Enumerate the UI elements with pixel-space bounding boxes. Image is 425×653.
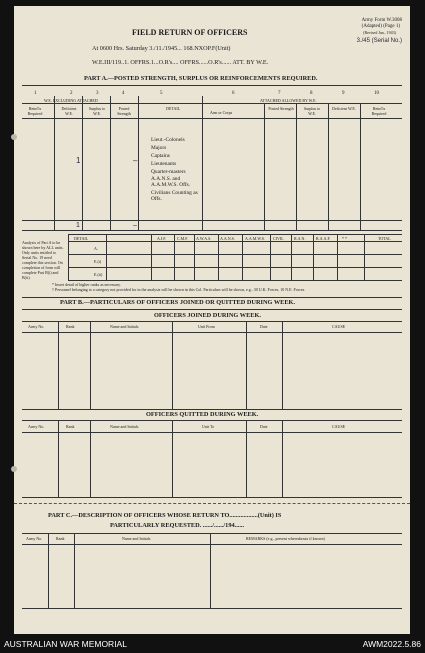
- head-deficient: Deficient W.E.: [61, 106, 77, 116]
- col-num-6: 6: [232, 91, 235, 96]
- col-num-5: 5: [160, 91, 163, 96]
- footer-credit: AUSTRALIAN WAR MEMORIAL: [4, 639, 127, 649]
- part-b-title: PART B.—PARTICULARS OF OFFICERS JOINED OR QUITTED DURING WEEK.: [60, 299, 296, 306]
- partc-head-name: Name and Initials: [122, 536, 151, 541]
- analysis-row-e2: E.(ii): [94, 272, 103, 277]
- part-c-title-1: PART C.—DESCRIPTION OF OFFICERS WHOSE RETURN TO..................(Unit) IS: [48, 512, 282, 519]
- analysis-head-aif: A.I.F.: [157, 236, 167, 241]
- detail-lieutenants: Lieutenants: [151, 161, 177, 167]
- serial-number: 3./45 (Serial No.): [356, 38, 402, 44]
- total-posted: –: [133, 222, 137, 229]
- head-arm-corps: Arm or Corps: [210, 110, 233, 115]
- analysis-footnote-2: † Personnel belonging to a category not provided for in the analysis will be shown in this Col. Particulars will be shown, e.g., 30 U.K. Forces, 10 N.E. Forces.: [52, 287, 306, 292]
- col-num-7: 7: [278, 91, 281, 96]
- detail-quartermasters: Quarter-masters: [151, 169, 186, 175]
- entry-posted: –: [133, 156, 138, 165]
- quitted-head-rank: Rank: [66, 424, 75, 429]
- col-num-2: 2: [70, 91, 73, 96]
- joined-title: OFFICERS JOINED DURING WEEK.: [154, 312, 261, 319]
- quitted-head-cause: CAUSE: [332, 424, 346, 429]
- joined-head-unit-from: Unit From: [198, 324, 215, 329]
- analysis-note: Analysis of Part A to be shown here by ALL units. Only units entitled to Serial No. 19 need complete this section. On completion of form will complete Part B(i) and B(ii).: [22, 240, 64, 280]
- part-a-rule: [22, 85, 402, 86]
- head-att-surplus: Surplus to W.E.: [303, 106, 321, 116]
- analysis-head-detail: DETAIL: [74, 236, 89, 241]
- form-page: [14, 6, 410, 634]
- form-revised-note: (Revised Jan., 1943): [363, 30, 396, 35]
- joined-head-army-no: Army No.: [28, 324, 45, 329]
- attached-allowed-label: ATTACHED ALLOWED BY W.E.: [260, 98, 317, 103]
- quitted-head-date: Date: [260, 424, 268, 429]
- detail-lt-colonels: Lieut.-Colonels: [151, 137, 185, 143]
- joined-head-cause: CAUSE: [332, 324, 346, 329]
- col-num-3: 3: [96, 91, 99, 96]
- analysis-row-e1: E.(i): [94, 259, 102, 264]
- analysis-head-other: * *: [342, 236, 347, 241]
- total-deficient: 1: [76, 222, 80, 229]
- binder-hole: [11, 466, 17, 472]
- analysis-head-raaf: R.A.A.F.: [316, 236, 331, 241]
- detail-civilians: Civilians Counting as Offs.: [151, 190, 198, 202]
- joined-head-rank: Rank: [66, 324, 75, 329]
- col-num-8: 8: [310, 91, 313, 96]
- quitted-title: OFFICERS QUITTED DURING WEEK.: [146, 411, 259, 418]
- analysis-head-awas: A.W.A.S.: [196, 236, 212, 241]
- joined-head-name: Name and Initials: [110, 324, 139, 329]
- head-att-deficient: Deficient W.E.: [332, 106, 356, 111]
- analysis-head-aamws: A.A.M.W.S.: [245, 236, 265, 241]
- head-reinf-required: Reinf'ts Required: [27, 106, 43, 116]
- entry-deficient: 1: [76, 156, 81, 165]
- head-posted-strength: Posted Strength: [117, 106, 131, 116]
- quitted-head-name: Name and Initials: [110, 424, 139, 429]
- detail-captains: Captains: [151, 153, 170, 159]
- quitted-head-army-no: Army No.: [28, 424, 45, 429]
- col-num-1: 1: [34, 91, 37, 96]
- head-surplus: Surplus to W.E.: [88, 106, 106, 116]
- col-num-10: 10: [374, 91, 379, 96]
- part-c-title-2: PARTICULARLY REQUESTED. ....../....../194......: [110, 522, 245, 529]
- header-line-we: W.E.III/119..1. OFFRS.1...O.R's.... OFFRS......O.R's...... ATT. BY W.E.: [92, 59, 269, 66]
- footer-accession: AWM2022.5.86: [362, 639, 421, 649]
- head-detail: DETAIL: [166, 106, 181, 111]
- partc-head-rank: Rank: [56, 536, 65, 541]
- partc-head-army-no: Army No.: [26, 536, 43, 541]
- analysis-row-a: A.: [94, 246, 98, 251]
- form-adapted-note: (Adapted) (Page 1): [361, 24, 400, 29]
- detail-majors: Majors: [151, 145, 167, 151]
- analysis-head-cmf: C.M.F.: [177, 236, 189, 241]
- detail-list: [151, 136, 201, 202]
- analysis-head-civil: CIVIL: [273, 236, 284, 241]
- analysis-head-total: TOTAL: [378, 236, 391, 241]
- quitted-head-unit-to: Unit To: [202, 424, 215, 429]
- head-att-posted: Posted Strength: [268, 106, 294, 111]
- form-title: FIELD RETURN OF OFFICERS: [132, 28, 248, 37]
- we-excluding-label: W.E. EXCLUDING ATTACHED: [44, 98, 98, 103]
- perforation-line: [14, 503, 410, 504]
- analysis-footnote-1: * Insert detail of higher ranks as necessary.: [52, 282, 121, 287]
- col-num-4: 4: [122, 91, 125, 96]
- partc-head-remarks: REMARKS (e.g., present whereabouts if known): [246, 536, 325, 541]
- col-num-9: 9: [342, 91, 345, 96]
- detail-aans: A.A.N.S. and A.A.M.W.S. Offs.: [151, 176, 191, 188]
- header-line-date: At 0600 Hrs. Saturday 3./11./1945... 168.NXOP.F(Unit): [92, 45, 231, 52]
- analysis-head-aans: A.A.N.S.: [220, 236, 235, 241]
- binder-hole: [11, 134, 17, 140]
- head-att-reinf: Reinf'ts Required: [371, 106, 387, 116]
- joined-head-date: Date: [260, 324, 268, 329]
- part-a-title: PART A.—POSTED STRENGTH, SURPLUS OR REINFORCEMENTS REQUIRED.: [84, 75, 318, 82]
- army-form-number: Army Form W.3008: [361, 18, 402, 23]
- analysis-head-ran: R.A.N.: [294, 236, 306, 241]
